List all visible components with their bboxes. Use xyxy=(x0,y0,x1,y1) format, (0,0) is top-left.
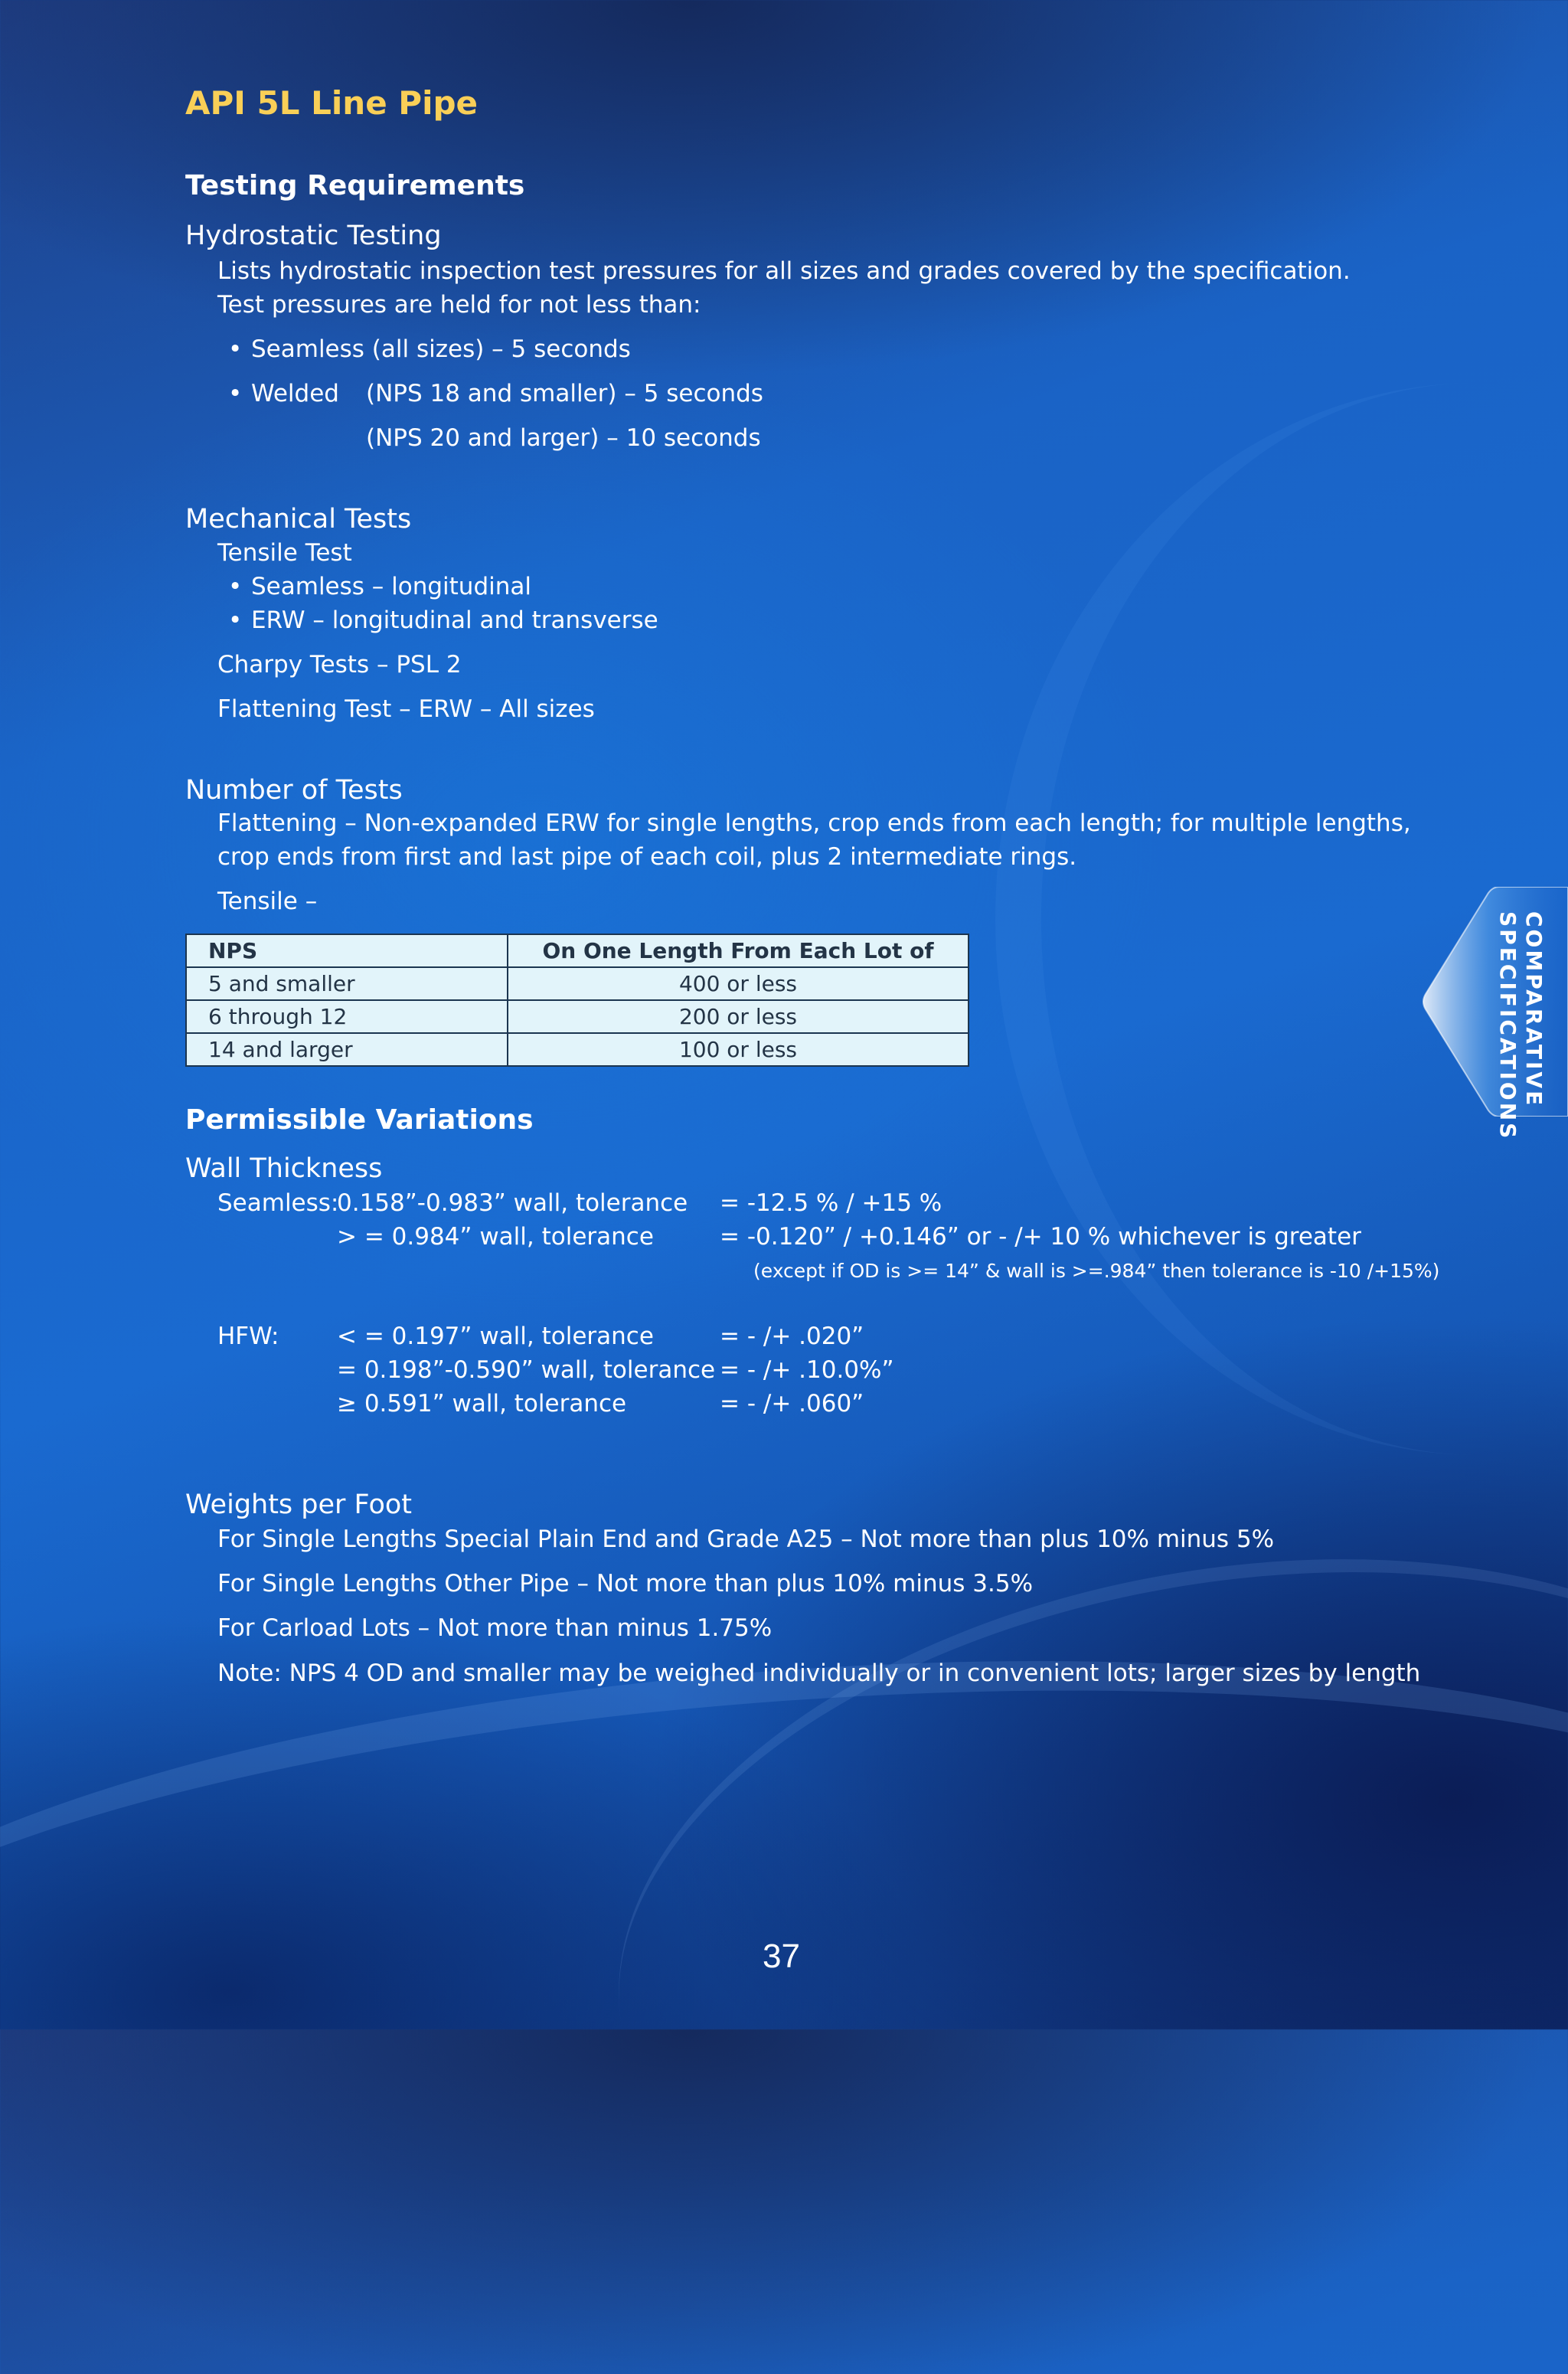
subheading-number-of-tests: Number of Tests xyxy=(185,775,403,806)
page-title: API 5L Line Pipe xyxy=(185,84,479,122)
hfw-label: HFW: xyxy=(217,1323,279,1350)
tolerance-desc: 0.158”-0.983” wall, tolerance xyxy=(337,1189,688,1217)
table-cell: 100 or less xyxy=(508,1033,969,1066)
list-item: (NPS 20 and larger) – 10 seconds xyxy=(366,424,761,452)
tolerance-value: = -12.5 % / +15 % xyxy=(720,1189,942,1217)
tolerance-desc: < = 0.197” wall, tolerance xyxy=(337,1323,654,1350)
tolerance-desc: = 0.198”-0.590” wall, tolerance xyxy=(337,1356,716,1384)
side-tab-label xyxy=(1493,911,1547,1141)
mechanical-text: Tensile Test xyxy=(217,539,352,567)
page-number: 37 xyxy=(763,1937,800,1975)
list-item: Welded xyxy=(251,380,339,407)
subheading-mechanical: Mechanical Tests xyxy=(185,504,412,535)
table-header-row xyxy=(186,934,969,967)
mechanical-text: Charpy Tests – PSL 2 xyxy=(217,651,462,679)
tolerance-value: = - /+ .020” xyxy=(720,1323,864,1350)
weights-text: Note: NPS 4 OD and smaller may be weighed individually or in convenient lots; larger sizes by length xyxy=(217,1660,1421,1687)
side-tab-line: COMPARATIVE xyxy=(1521,911,1547,1108)
weights-text: For Carload Lots – Not more than minus 1.75% xyxy=(217,1614,773,1642)
list-item: Seamless – longitudinal xyxy=(251,573,532,600)
hydrostatic-text: Lists hydrostatic inspection test pressures for all sizes and grades covered by the specification. xyxy=(217,257,1351,285)
subheading-hydrostatic: Hydrostatic Testing xyxy=(185,221,442,251)
number-text: Flattening – Non-expanded ERW for single lengths, crop ends from each length; for multiple lengths, xyxy=(217,809,1411,837)
table-cell: 6 through 12 xyxy=(186,1000,508,1033)
tolerance-desc: > = 0.984” wall, tolerance xyxy=(337,1223,654,1251)
tolerance-value: = - /+ .10.0%” xyxy=(720,1356,894,1384)
bullet-icon: • xyxy=(228,380,243,407)
bullet-icon: • xyxy=(228,335,243,363)
table-cell: 400 or less xyxy=(508,967,969,1000)
number-text: crop ends from first and last pipe of each coil, plus 2 intermediate rings. xyxy=(217,843,1077,871)
table-header: On One Length From Each Lot of xyxy=(508,934,969,967)
list-item: Seamless (all sizes) – 5 seconds xyxy=(251,335,631,363)
bullet-icon: • xyxy=(228,607,243,634)
tolerance-value: = - /+ .060” xyxy=(720,1390,864,1418)
weights-text: For Single Lengths Special Plain End and Grade A25 – Not more than plus 10% minus 5% xyxy=(217,1525,1275,1553)
hydrostatic-text: Test pressures are held for not less than: xyxy=(217,291,701,319)
tolerance-desc: ≥ 0.591” wall, tolerance xyxy=(337,1390,627,1418)
mechanical-text: Flattening Test – ERW – All sizes xyxy=(217,695,595,723)
seamless-label: Seamless: xyxy=(217,1189,339,1217)
table-cell: 14 and larger xyxy=(186,1033,508,1066)
number-text: Tensile – xyxy=(217,888,318,915)
subheading-wall-thickness: Wall Thickness xyxy=(185,1153,383,1184)
table-cell: 200 or less xyxy=(508,1000,969,1033)
table-row xyxy=(186,1000,969,1033)
section-heading-testing: Testing Requirements xyxy=(185,170,525,201)
side-tab-line: SPECIFICATIONS xyxy=(1495,911,1521,1141)
bullet-icon: • xyxy=(228,573,243,600)
list-item: (NPS 18 and smaller) – 5 seconds xyxy=(366,380,763,407)
list-item: ERW – longitudinal and transverse xyxy=(251,607,658,634)
tolerance-note: (except if OD is >= 14” & wall is >=.984” then tolerance is -10 /+15%) xyxy=(753,1260,1440,1282)
weights-text: For Single Lengths Other Pipe – Not more than plus 10% minus 3.5% xyxy=(217,1570,1034,1597)
tensile-table xyxy=(185,934,969,1067)
section-heading-variations: Permissible Variations xyxy=(185,1104,534,1136)
subheading-weights: Weights per Foot xyxy=(185,1489,412,1520)
tolerance-value: = -0.120” / +0.146” or - /+ 10 % whichever is greater xyxy=(720,1223,1361,1251)
table-row xyxy=(186,967,969,1000)
table-row xyxy=(186,1033,969,1066)
table-cell: 5 and smaller xyxy=(186,967,508,1000)
table-header: NPS xyxy=(186,934,508,967)
